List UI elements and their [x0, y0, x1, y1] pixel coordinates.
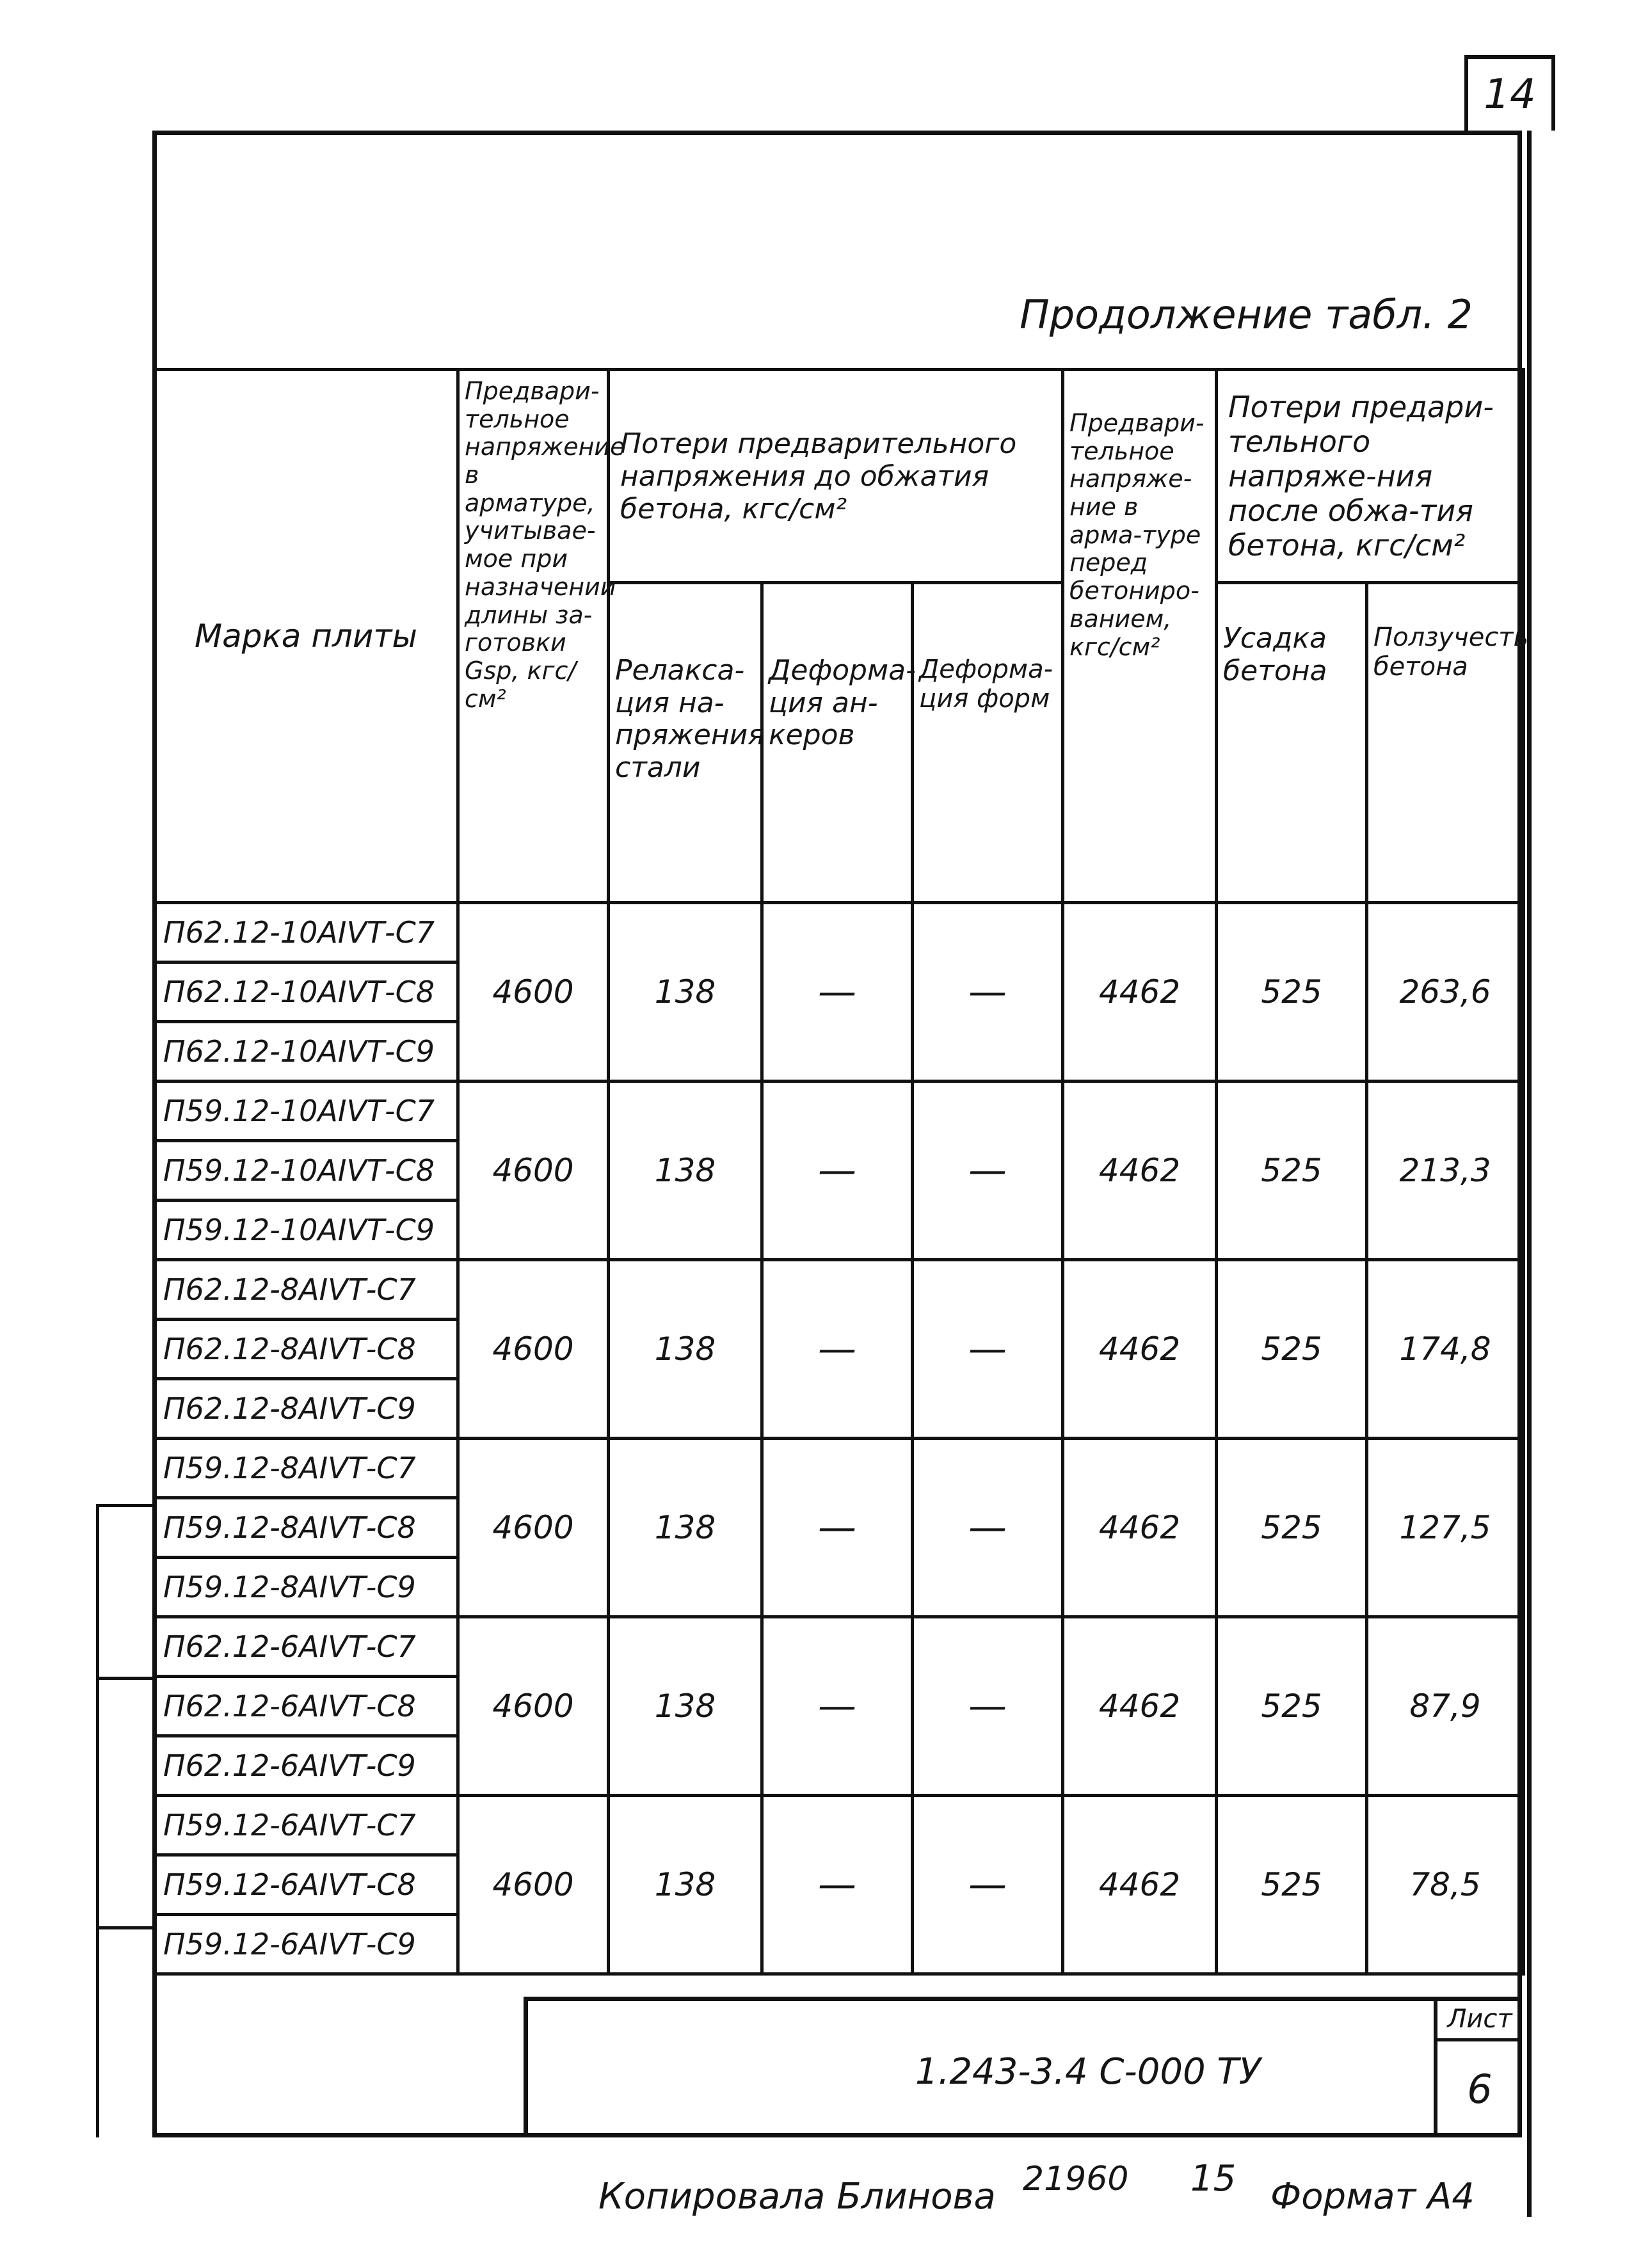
prestress-cell: 4600 — [458, 1439, 609, 1617]
brand-cell: П59.12-6АIVТ-С7 — [154, 1796, 458, 1855]
relaxation-cell: 138 — [609, 1082, 762, 1260]
footer-format: Формат А4 — [1270, 2176, 1475, 2217]
shrinkage-cell: 525 — [1217, 1796, 1367, 1974]
brand-cell: П59.12-10АIVТ-С9 — [154, 1201, 458, 1260]
brand-cell: П62.12-10АIVТ-С8 — [154, 962, 458, 1022]
page-number: 14 — [1484, 71, 1536, 118]
anchor-cell: — — [762, 1082, 913, 1260]
form-cell: — — [913, 1439, 1063, 1617]
brand-cell: П62.12-6АIVТ-С8 — [154, 1677, 458, 1736]
shrinkage-cell: 525 — [1217, 1617, 1367, 1796]
brand-cell: П62.12-8АIVТ-С7 — [154, 1260, 458, 1320]
before-concreting-cell: 4462 — [1063, 1617, 1217, 1796]
brand-cell: П62.12-10АIVТ-С7 — [154, 903, 458, 962]
relaxation-cell: 138 — [609, 1617, 762, 1796]
right-border-strip — [1527, 131, 1532, 2217]
brand-cell: П59.12-10АIVТ-С8 — [154, 1141, 458, 1201]
table-row — [154, 1796, 1524, 1855]
shrinkage-cell: 525 — [1217, 903, 1367, 1082]
header-brand: Марка плиты — [154, 370, 458, 903]
header-prestress-before-concreting: Предвари-тельное напряже-ние в арма-туре перед бетониро-ванием, кгс/см² — [1063, 370, 1217, 903]
creep-cell: 127,5 — [1367, 1439, 1524, 1617]
header-form-deformation: Деформа-ция форм — [913, 583, 1063, 903]
footer-number: 21960 — [1023, 2160, 1129, 2198]
prestress-cell: 4600 — [458, 903, 609, 1082]
table-row — [154, 903, 1524, 962]
prestress-losses-table — [152, 368, 1529, 1976]
brand-cell: П59.12-6АIVТ-С9 — [154, 1915, 458, 1974]
shrinkage-cell: 525 — [1217, 1260, 1367, 1439]
table-row — [154, 1082, 1524, 1141]
brand-cell: П59.12-10АIVТ-С7 — [154, 1082, 458, 1141]
header-shrinkage: Усадка бетона — [1217, 583, 1367, 903]
prestress-cell: 4600 — [458, 1260, 609, 1439]
sheet-number: 6 — [1467, 2066, 1493, 2112]
page-number-box — [1464, 55, 1555, 131]
table-row — [154, 1260, 1524, 1320]
relaxation-cell: 138 — [609, 1796, 762, 1974]
sheet-box — [1434, 1997, 1522, 2137]
table-caption: Продолжение табл. 2 — [1020, 291, 1473, 338]
form-cell: — — [913, 1796, 1063, 1974]
sheet-label: Лист — [1437, 1997, 1522, 2041]
before-concreting-cell: 4462 — [1063, 1260, 1217, 1439]
relaxation-cell: 138 — [609, 903, 762, 1082]
before-concreting-cell: 4462 — [1063, 1796, 1217, 1974]
before-concreting-cell: 4462 — [1063, 903, 1217, 1082]
shrinkage-cell: 525 — [1217, 1439, 1367, 1617]
brand-cell: П59.12-8АIVТ-С8 — [154, 1498, 458, 1558]
anchor-cell: — — [762, 1796, 913, 1974]
anchor-cell: — — [762, 903, 913, 1082]
creep-cell: 87,9 — [1367, 1617, 1524, 1796]
footer-page: 15 — [1190, 2158, 1237, 2200]
brand-cell: П59.12-8АIVТ-С9 — [154, 1558, 458, 1617]
creep-cell: 263,6 — [1367, 903, 1524, 1082]
header-relaxation: Релакса-ция на-пряжения стали — [609, 583, 762, 903]
brand-cell: П59.12-8АIVТ-С7 — [154, 1439, 458, 1498]
form-cell: — — [913, 1617, 1063, 1796]
prestress-cell: 4600 — [458, 1082, 609, 1260]
before-concreting-cell: 4462 — [1063, 1082, 1217, 1260]
brand-cell: П62.12-8АIVТ-С8 — [154, 1320, 458, 1379]
relaxation-cell: 138 — [609, 1260, 762, 1439]
header-losses-after: Потери предари-тельного напряже-ния после обжа-тия бетона, кгс/см² — [1217, 370, 1524, 583]
brand-cell: П62.12-8АIVТ-С9 — [154, 1379, 458, 1439]
relaxation-cell: 138 — [609, 1439, 762, 1617]
brand-cell: П62.12-10АIVТ-С9 — [154, 1022, 458, 1082]
anchor-cell: — — [762, 1617, 913, 1796]
anchor-cell: — — [762, 1439, 913, 1617]
creep-cell: 174,8 — [1367, 1260, 1524, 1439]
brand-cell: П62.12-6АIVТ-С7 — [154, 1617, 458, 1677]
document-code: 1.243-3.4 С-000 ТУ — [915, 2051, 1261, 2093]
creep-cell: 213,3 — [1367, 1082, 1524, 1260]
table-row — [154, 1439, 1524, 1498]
header-prestress-initial: Предвари-тельное напряжение в арматуре, учитывае-мое при назначении длины за-готовки Gsp, кгс/см² — [458, 370, 609, 903]
header-creep: Ползучесть бетона — [1367, 583, 1524, 903]
anchor-cell: — — [762, 1260, 913, 1439]
creep-cell: 78,5 — [1367, 1796, 1524, 1974]
form-cell: — — [913, 1082, 1063, 1260]
header-losses-before: Потери предварительного напряжения до обжатия бетона, кгс/см² — [609, 370, 1063, 583]
copied-by: Копировала Блинова — [598, 2176, 996, 2217]
brand-cell: П59.12-6АIVТ-С8 — [154, 1855, 458, 1915]
prestress-cell: 4600 — [458, 1796, 609, 1974]
table-body — [154, 903, 1524, 1974]
before-concreting-cell: 4462 — [1063, 1439, 1217, 1617]
form-cell: — — [913, 1260, 1063, 1439]
brand-cell: П62.12-6АIVТ-С9 — [154, 1736, 458, 1796]
header-anchor-deformation: Деформа-ция ан-керов — [762, 583, 913, 903]
shrinkage-cell: 525 — [1217, 1082, 1367, 1260]
table-row — [154, 1617, 1524, 1677]
prestress-cell: 4600 — [458, 1617, 609, 1796]
form-cell: — — [913, 903, 1063, 1082]
